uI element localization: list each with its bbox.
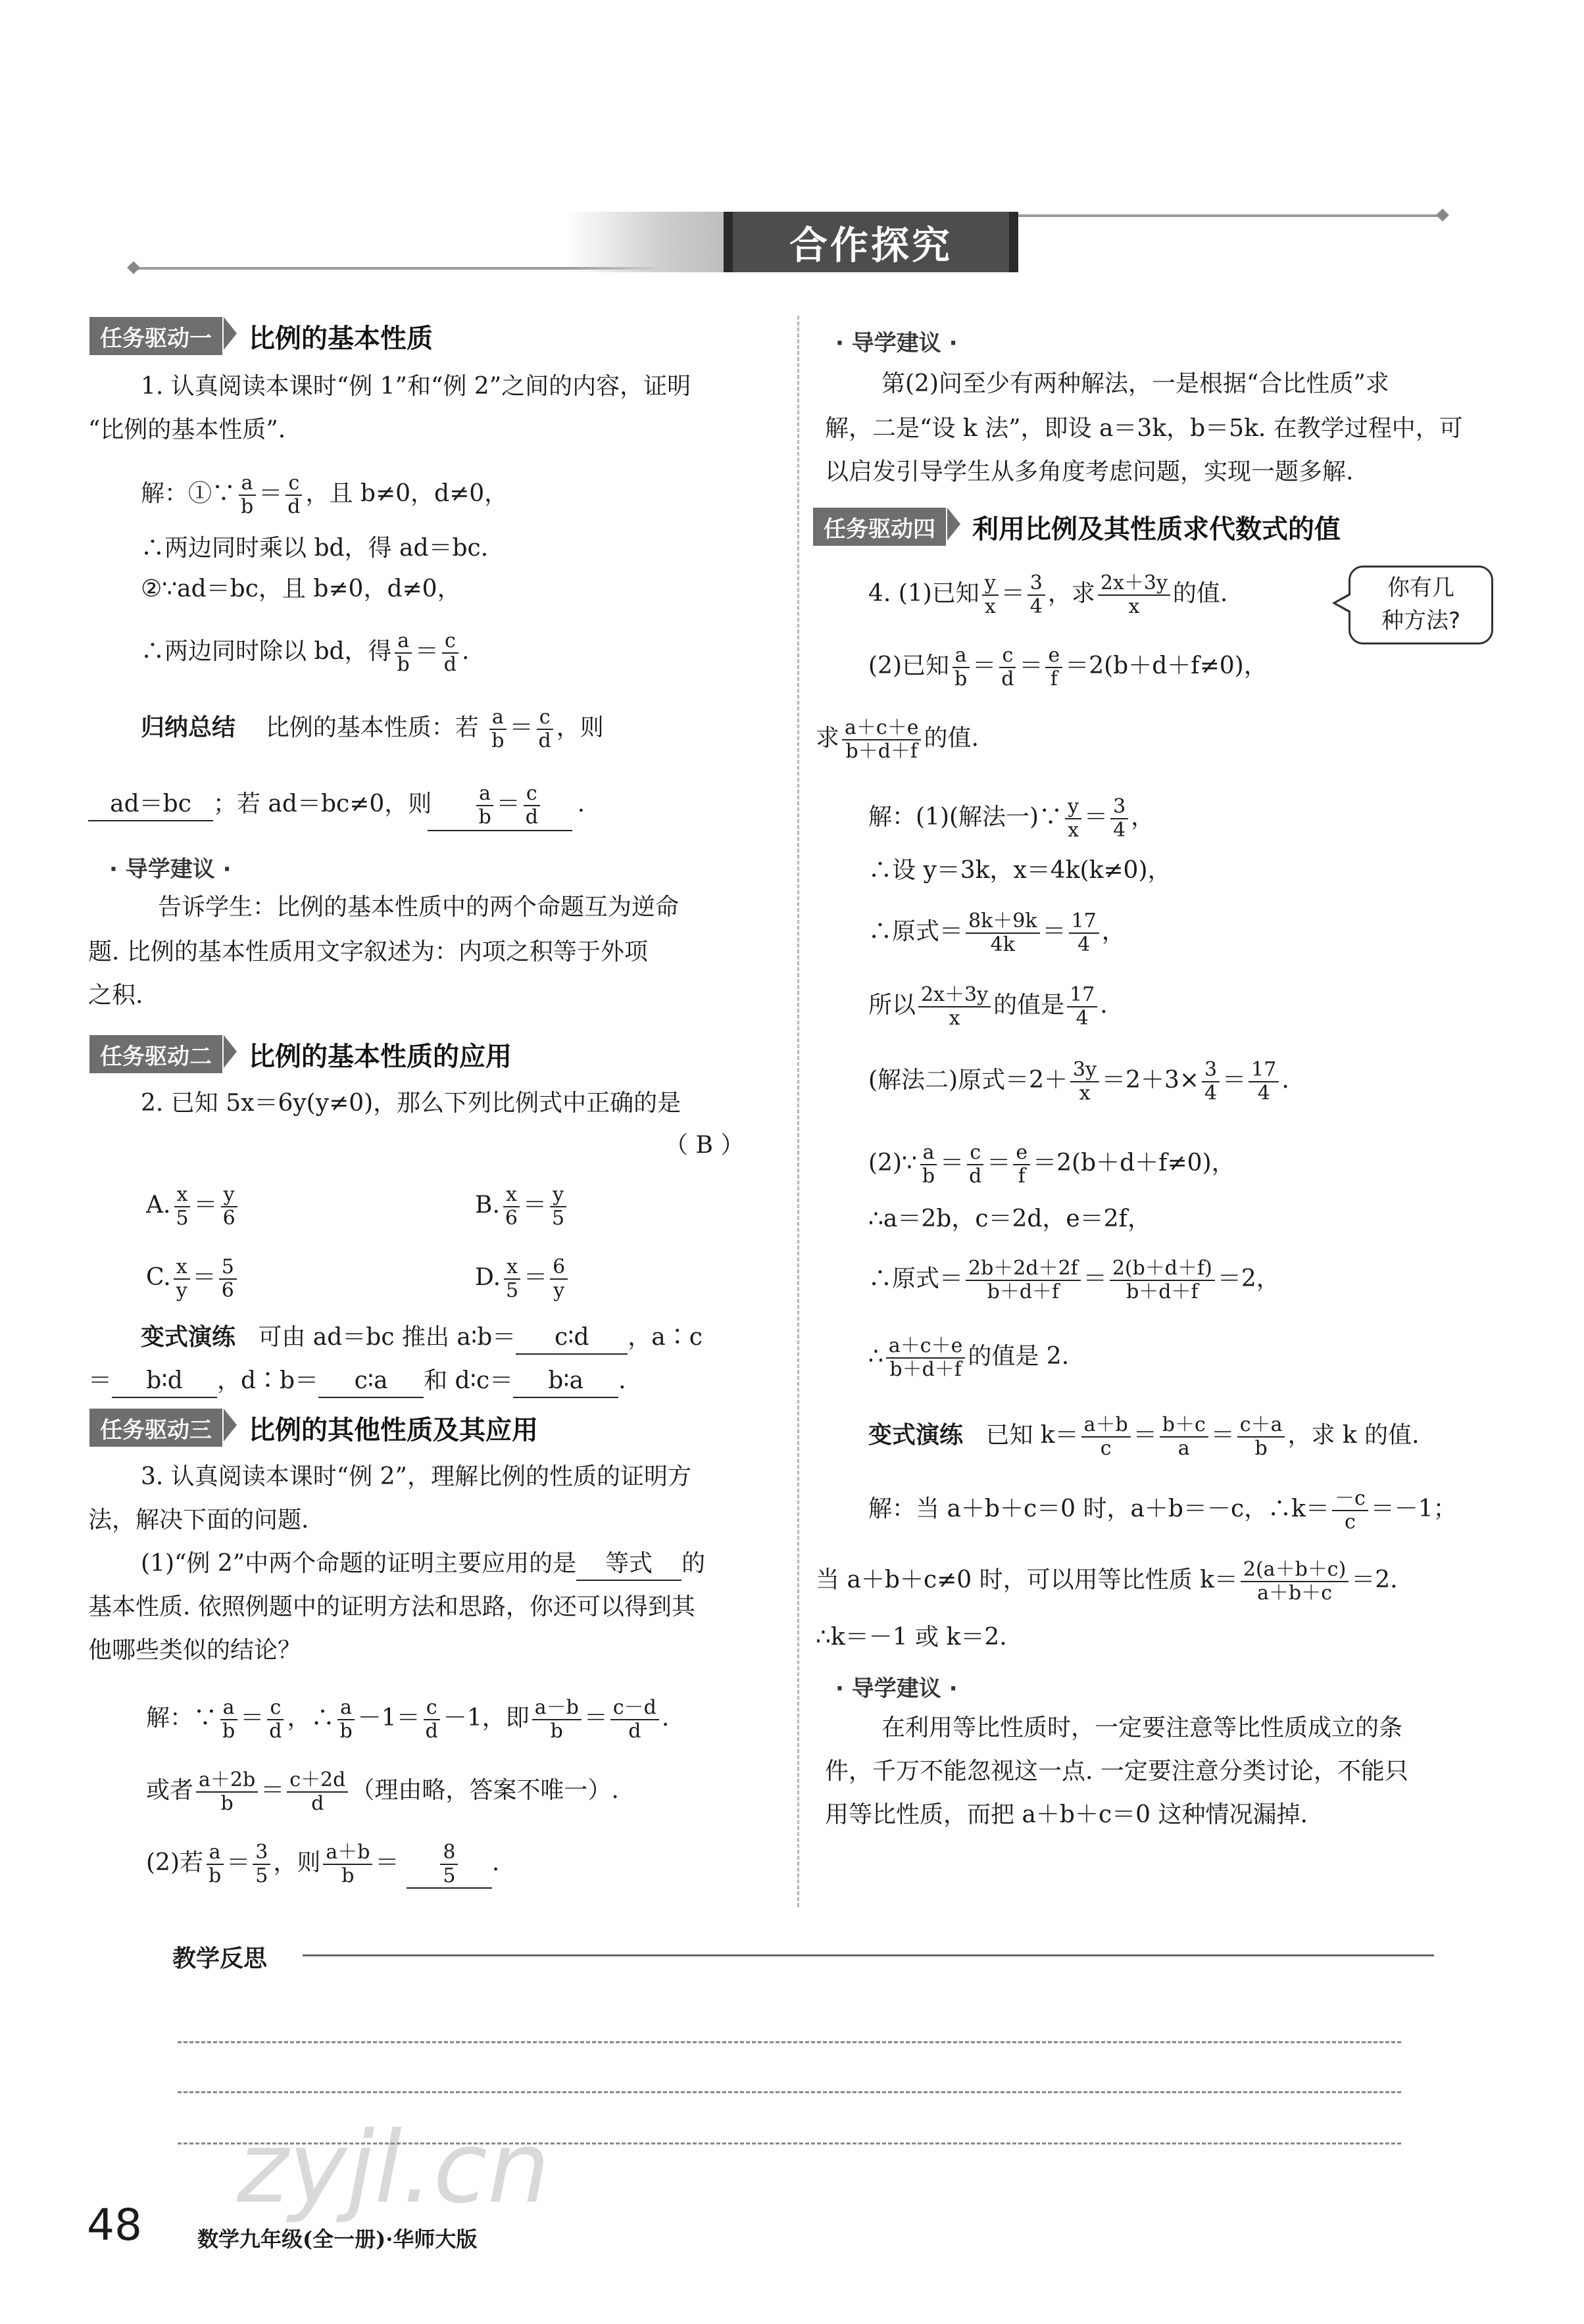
section-banner: 合作探究 <box>724 212 1018 272</box>
reflection-title: 教学反思 <box>172 1945 268 1972</box>
task4-answer-1: 解：(1)(解法一)∵ $\frac{y}{x}$ ＝ $\frac{3}{4}$ ， <box>868 795 1155 842</box>
task4-title: 利用比例及其性质求代数式的值 <box>972 514 1341 545</box>
book-title: 数学九年级(全一册)·华师大版 <box>197 2227 478 2252</box>
hint-bubble: 你有几 种方法? <box>1349 566 1493 644</box>
right-guide2-1: 在利用等比性质时，一定要注意等比性质成立的条 <box>881 1714 1403 1741</box>
task4-variant-sol-1: 解：当 a＋b＋c＝0 时，a＋b＝－c，∴k＝ $\frac{-c}{c}$ ＝－1； <box>868 1487 1457 1534</box>
banner-decoration <box>566 212 724 272</box>
task4-variant-sol-2: 当 a＋b＋c≠0 时，可以用等比性质 k＝ $\frac{2(a+b+c)}{a+b+c}$ ＝2. <box>816 1558 1398 1605</box>
answer-blank-underline <box>428 830 572 831</box>
task2-header <box>89 1035 512 1073</box>
page-number: 48 <box>87 2200 142 2250</box>
task1-summary: 归纳总结 比例的基本性质：若 $\frac{a}{b}$ ＝ $\frac{c}{d}$ ，则 <box>141 706 604 752</box>
task3-question-2: 法，解决下面的问题. <box>88 1507 309 1534</box>
banner-rule-right <box>1009 214 1443 217</box>
column-divider <box>797 316 799 1907</box>
task4-answer-3: ∴原式＝ $\frac{8k+9k}{4k}$ ＝ $\frac{17}{4}$ ， <box>868 909 1126 956</box>
task4-tag: 任务驱动四 <box>813 508 946 546</box>
task4-question-1: 4. (1)已知 $\frac{y}{x}$ ＝ $\frac{3}{4}$ ，求 $\frac{2x+3y}{x}$ 的值. <box>868 571 1228 618</box>
task3-header <box>89 1409 538 1447</box>
task4-answer-5: (解法二)原式＝2＋ $\frac{3y}{x}$ ＝2＋3× $\frac{3}{4}$ ＝ $\frac{17}{4}$ . <box>868 1058 1289 1105</box>
task1-step1: 解：①∵ $\frac{a}{b}$ ＝ $\frac{c}{d}$ ，且 b≠0，d≠0， <box>141 472 508 518</box>
task4-answer-9: ∴ $\frac{a+c+e}{b+d+f}$ 的值是 2. <box>868 1334 1070 1381</box>
task4-variant-sol-3: ∴k＝－1 或 k＝2. <box>816 1624 1007 1651</box>
right-guide-2: 解，二是“设 k 法”，即设 a＝3k，b＝5k. 在教学过程中，可 <box>825 415 1463 442</box>
option-a[interactable]: A. $\frac{x}{5}$ ＝ $\frac{y}{6}$ <box>146 1184 241 1230</box>
task1-guide-label: · 导学建议 · <box>109 856 232 883</box>
option-d[interactable]: D. $\frac{x}{5}$ ＝ $\frac{6}{y}$ <box>475 1256 570 1302</box>
task3-solution-1: 解：∵ $\frac{a}{b}$ ＝ $\frac{c}{d}$ ，∴ $\frac{a}{b}$ －1＝ $\frac{c}{d}$ －1，即 $\frac{a-b}{b}$ ＝ $\frac{c-d}{d}$ . <box>146 1696 670 1743</box>
right-guide2-label: · 导学建议 · <box>835 1676 958 1702</box>
task1-header <box>89 317 433 355</box>
task1-tag: 任务驱动一 <box>89 317 222 355</box>
banner-dot-left <box>127 261 140 274</box>
task4-variant: 变式演练 已知 k＝ $\frac{a+b}{c}$ ＝ $\frac{b+c}{a}$ ＝ $\frac{c+a}{b}$ ，求 k 的值. <box>868 1413 1420 1460</box>
right-guide2-3: 用等比性质，而把 a＋b＋c＝0 这种情况漏掉. <box>825 1801 1308 1828</box>
banner-dot-right <box>1436 208 1449 222</box>
task3-part2: (2)若 $\frac{a}{b}$ ＝ $\frac{3}{5}$ ，则 $\frac{a+b}{b}$ ＝ $\frac{8}{5}$ . <box>146 1841 500 1887</box>
reflection-line-2 <box>178 2091 1401 2093</box>
task1-step2: ∴两边同时乘以 bd，得 ad＝bc. <box>141 535 489 562</box>
task3-part1-3: 他哪些类似的结论？ <box>88 1637 302 1664</box>
task4-question-3: 求 $\frac{a+c+e}{b+d+f}$ 的值. <box>816 716 979 763</box>
task1-question: 1. 认真阅读本课时“例 1”和“例 2”之间的内容，证明 <box>141 373 691 400</box>
task2-variant-2: ＝ b∶d ，d∶b＝ c∶a 和 d∶c＝ b∶a . <box>88 1365 626 1398</box>
right-guide-1: 第(2)问至少有两种解法，一是根据“合比性质”求 <box>881 370 1389 397</box>
task2-variant: 变式演练 可由 ad＝bc 推出 a∶b＝ c∶d ，a∶c <box>141 1322 703 1355</box>
task3-part1-2: 基本性质. 依照例题中的证明方法和思路，你还可以得到其 <box>88 1593 695 1620</box>
task4-header <box>813 508 1341 546</box>
right-guide-label: · 导学建议 · <box>835 330 958 356</box>
task4-answer-8: ∴原式＝ $\frac{2b+2d+2f}{b+d+f}$ ＝ $\frac{2(b+d+f)}{b+d+f}$ ＝2， <box>868 1257 1280 1303</box>
task2-title: 比例的基本性质的应用 <box>249 1041 512 1072</box>
task4-answer-4: 所以 $\frac{2x+3y}{x}$ 的值是 $\frac{17}{4}$ . <box>868 983 1108 1030</box>
task1-guide-3: 之积. <box>88 982 143 1009</box>
right-guide2-2: 件，千万不能忽视这一点. 一定要注意分类讨论，不能只 <box>825 1758 1408 1785</box>
task2-tag: 任务驱动二 <box>89 1035 222 1073</box>
reflection-line-1 <box>178 2041 1401 2043</box>
task1-guide-2: 题. 比例的基本性质用文字叙述为：内项之积等于外项 <box>88 938 648 965</box>
task4-answer-6: (2)∵ $\frac{a}{b}$ ＝ $\frac{c}{d}$ ＝ $\frac{e}{f}$ ＝2(b＋d＋f≠0)， <box>868 1141 1235 1188</box>
task3-title: 比例的其他性质及其应用 <box>249 1415 538 1445</box>
task3-question-1: 3. 认真阅读本课时“例 2”，理解比例的性质的证明方 <box>141 1463 691 1490</box>
task1-summary-2: ad＝bc ；若 ad＝bc≠0，则 $\frac{a}{b}$ ＝ $\frac{c}{d}$ . <box>88 783 585 829</box>
task3-solution-2: 或者 $\frac{a+2b}{b}$ ＝ $\frac{c+2d}{d}$ （理由略，答案不唯一）. <box>146 1768 619 1815</box>
option-c[interactable]: C. $\frac{x}{y}$ ＝ $\frac{5}{6}$ <box>146 1256 239 1302</box>
right-guide-3: 以启发引导学生从多角度考虑问题，实现一题多解. <box>825 458 1354 485</box>
task1-step3: ②∵ad＝bc，且 b≠0，d≠0， <box>141 575 461 602</box>
watermark: zyjl.cn <box>237 2111 551 2225</box>
task3-tag: 任务驱动三 <box>89 1409 222 1447</box>
task3-part1: (1)“例 2”中两个命题的证明主要应用的是 等式 的 <box>141 1548 705 1581</box>
task4-answer-2: ∴设 y＝3k，x＝4k(k≠0)， <box>868 857 1172 884</box>
answer-blank: ad＝bc <box>88 788 213 821</box>
reflection-rule <box>303 1954 1434 1956</box>
task4-question-2: (2)已知 $\frac{a}{b}$ ＝ $\frac{c}{d}$ ＝ $\frac{e}{f}$ ＝2(b＋d＋f≠0)， <box>868 644 1268 690</box>
task2-question: 2. 已知 5x＝6y(y≠0)，那么下列比例式中正确的是 <box>141 1090 681 1117</box>
option-b[interactable]: B. $\frac{x}{6}$ ＝ $\frac{y}{5}$ <box>475 1184 570 1230</box>
task1-step4: ∴两边同时除以 bd，得 $\frac{a}{b}$ ＝ $\frac{c}{d}$ . <box>141 629 470 676</box>
task1-question-2: “比例的基本性质”. <box>88 416 286 443</box>
task1-title: 比例的基本性质 <box>249 323 433 354</box>
task1-guide-1: 告诉学生：比例的基本性质中的两个命题互为逆命 <box>158 894 680 921</box>
task4-answer-7: ∴a＝2b，c＝2d，e＝2f， <box>868 1205 1151 1232</box>
task2-answer: （ B ） <box>664 1132 745 1159</box>
